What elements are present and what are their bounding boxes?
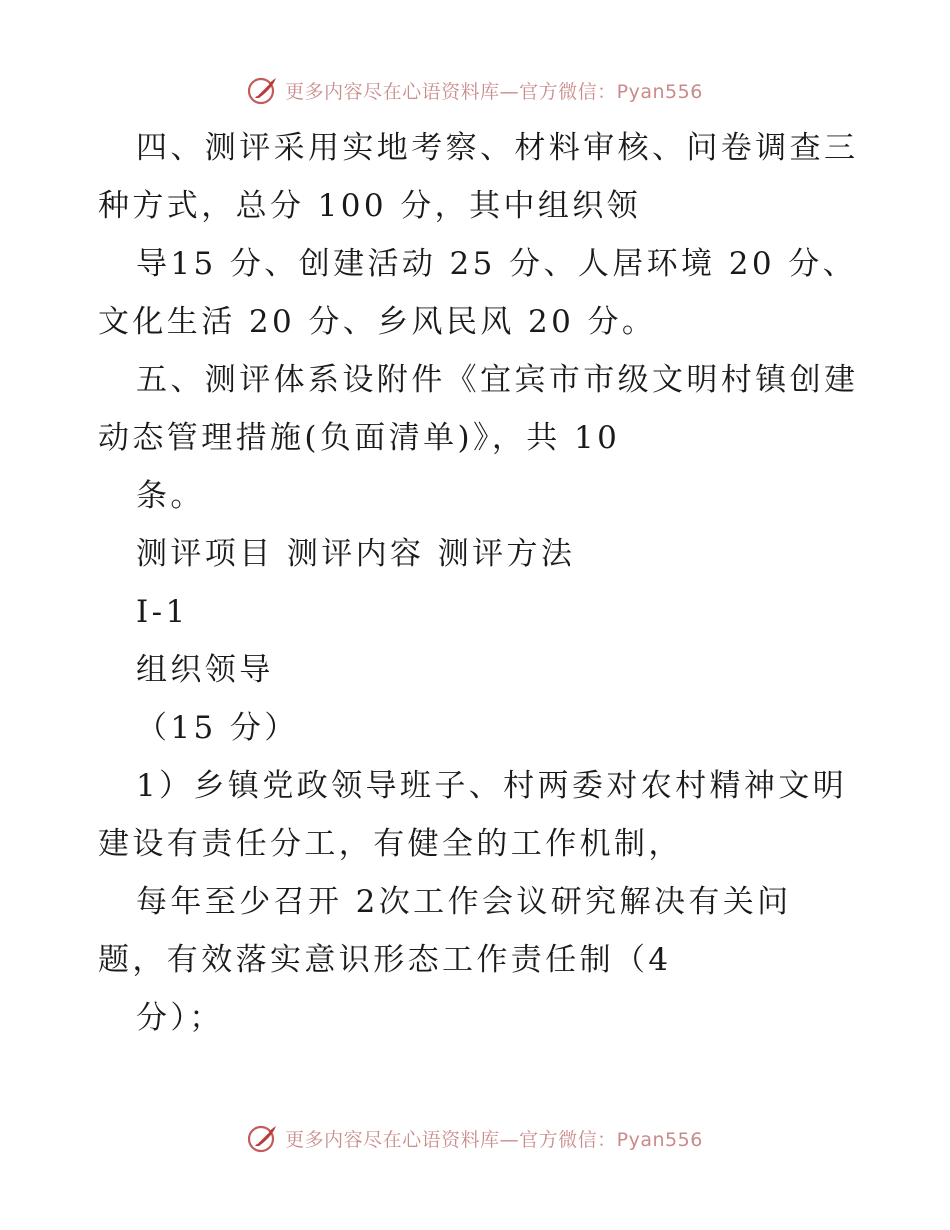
text-line: 动态管理措施(负面清单)》，共 10 [98,420,621,456]
text-line: 条。 [136,478,205,514]
text-line: 四、测评采用实地考察、材料审核、问卷调查三 [136,130,859,166]
watermark-text: 更多内容尽在心语资料库—官方微信：Pyan556 [285,1128,703,1151]
text-line: 题，有效落实意识形态工作责任制（4 [98,942,672,978]
watermark-header [0,70,950,110]
text-line: 五、测评体系设附件《宜宾市市级文明村镇创建 [136,362,859,398]
text-line: 导15 分、创建活动 25 分、人居环境 20 分、 [136,246,858,282]
watermark-footer [0,1118,950,1158]
text-line: 建设有责任分工，有健全的工作机制， [98,826,683,862]
text-line: 种方式，总分 100 分，其中组织领 [98,188,642,224]
text-line: 分）； [136,1000,224,1036]
text-line: 组织领导 [136,652,274,688]
feather-pen-logo-icon [247,1122,279,1154]
text-line: 每年至少召开 2次工作会议研究解决有关问 [136,884,792,920]
feather-pen-logo-icon [247,74,279,106]
text-line: 1）乡镇党政领导班子、村两委对农村精神文明 [136,768,848,804]
text-line: 测评项目 测评内容 测评方法 [136,536,576,572]
text-line: 文化生活 20 分、乡风民风 20 分。 [98,304,657,340]
text-line: （15 分） [136,710,299,746]
watermark-text: 更多内容尽在心语资料库—官方微信：Pyan556 [285,80,703,103]
text-line: I-1 [136,594,189,630]
